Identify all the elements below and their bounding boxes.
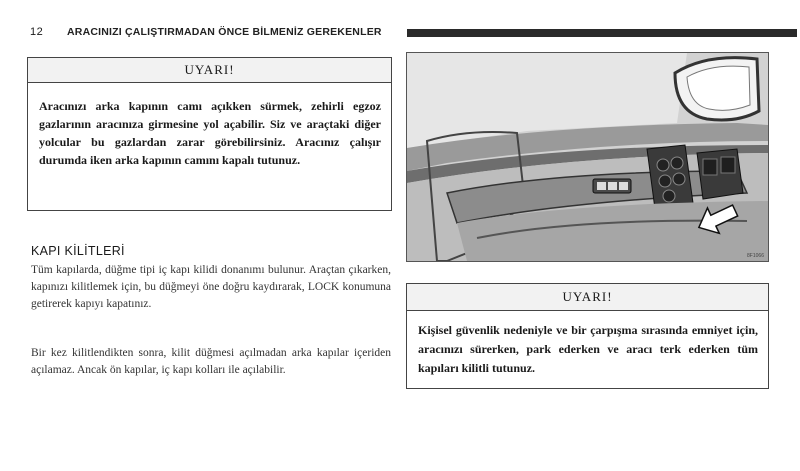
running-title: ARACINIZI ÇALIŞTIRMADAN ÖNCE BİLMENİZ GEREKENLER: [67, 26, 382, 38]
header-rule: [407, 29, 797, 37]
door-panel-illustration: [407, 53, 768, 261]
warning-box-window: [27, 57, 392, 211]
warning-text: Kişisel güvenlik nedeniyle ve bir çarpışma sırasında emniyet için, aracınızı sürerken, park ederken ve aracı terk ederken tüm kapıları kilitli tutunuz.: [418, 323, 758, 375]
section-title: KAPI KİLİTLERİ: [31, 244, 125, 258]
warning-title: UYARI!: [28, 58, 391, 83]
page-number: 12: [30, 26, 44, 38]
warning-title: UYARI!: [407, 284, 768, 311]
warning-box-locks: [406, 283, 769, 389]
page-header: [22, 26, 768, 40]
body-paragraph: Bir kez kilitlendikten sonra, kilit düğmesi açılmadan arka kapılar içeriden açılamaz. Ancak ön kapılar, iç kapı kolları ile açılabilir.: [31, 347, 391, 376]
figure-code: 8F1066: [747, 253, 764, 259]
door-panel-photo: [406, 52, 769, 262]
warning-text: Aracınızı arka kapının camı açıkken sürmek, zehirli egzoz gazlarının aracınıza girmesine yol açabilir. Siz ve araçtaki diğer yolcular bu gazlardan zarar görebilirsiniz. Aracınız çalışır durumda iken arka kapının camını kapalı tutunuz.: [39, 99, 381, 167]
body-paragraph: Tüm kapılarda, düğme tipi iç kapı kilidi donanımı bulunur. Araçtan çıkarken, kapınızı kilitlemek için, bu düğmeyi öne doğru kaydırarak, LOCK konumuna getirerek kapıyı kapatınız.: [31, 264, 391, 310]
